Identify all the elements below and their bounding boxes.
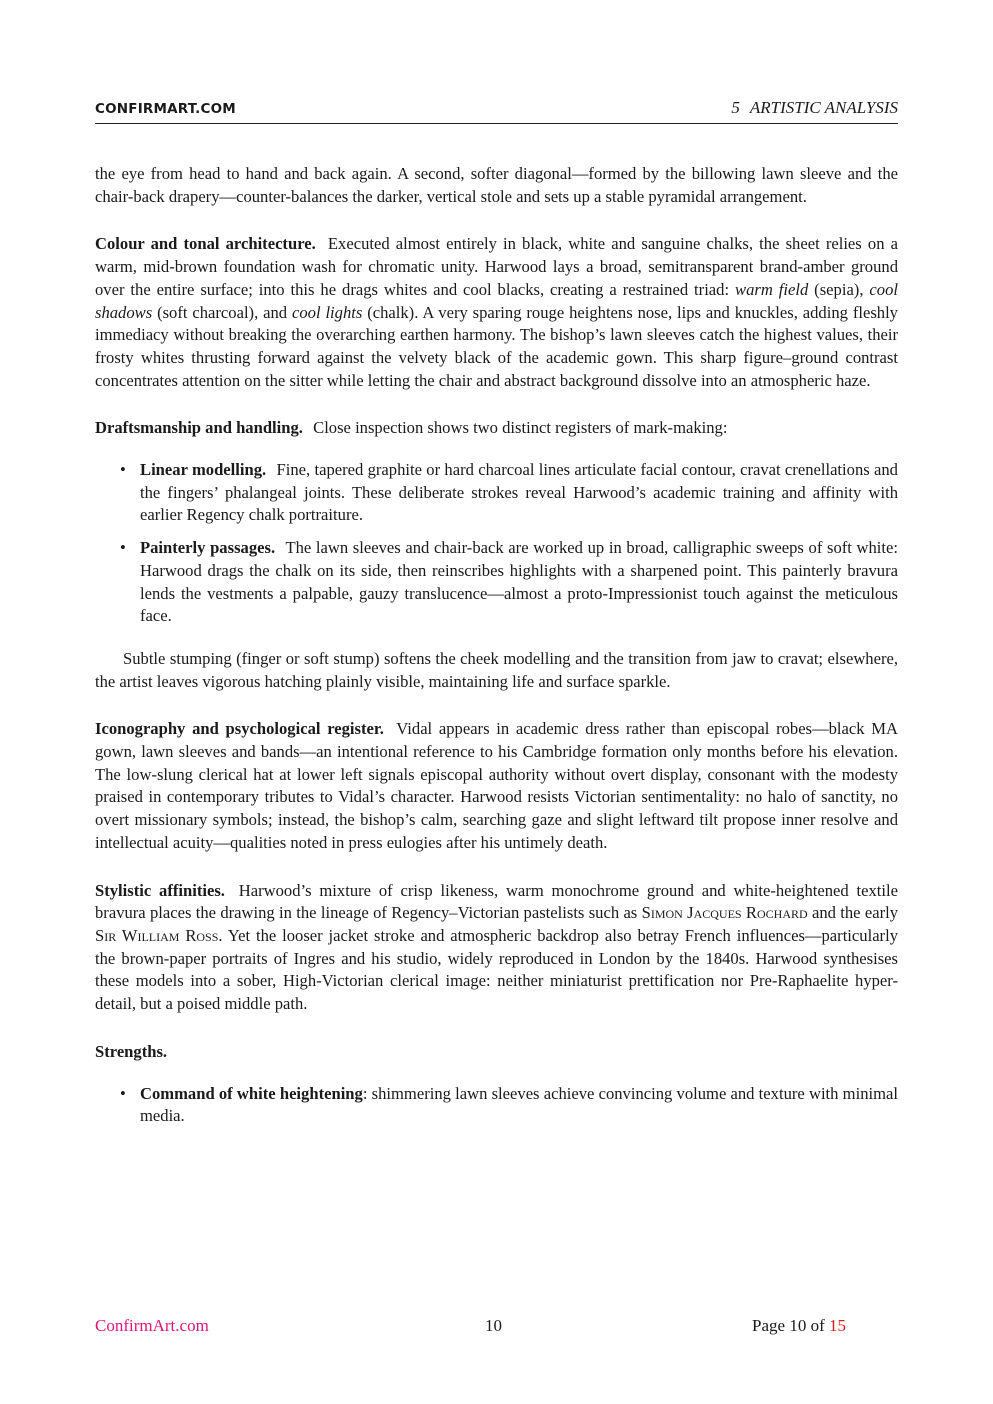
document-page (95, 0, 898, 1404)
strengths-heading: Strengths. (95, 1041, 168, 1061)
page-count-label: Page 10 of (752, 1316, 829, 1335)
stylistic-heading: Stylistic affinities. (95, 880, 225, 900)
iconography-heading: Iconography and psychological register. (95, 719, 384, 739)
list-item-title: Painterly passages. (140, 538, 276, 558)
list-item-text: : shimmering lawn sleeves achieve convincing volume and texture with minimal media. (140, 1083, 898, 1126)
colour-heading: Colour and tonal architecture. (95, 234, 316, 254)
colour-em-cool-lights: cool lights (291, 302, 363, 322)
list-item-text: Fine, tapered graphite or hard charcoal lines articulate facial contour, cravat crenellations and the fingers’ phalangeal joints. These deliberate strokes reveal Harwood’s academic training and affinity with earlier Regency chalk portraiture. (140, 460, 898, 525)
bullet-icon: • (120, 460, 126, 480)
footer-page-number: 10 (485, 1316, 502, 1335)
draftsmanship-paragraph (95, 417, 898, 440)
footer-site-link[interactable]: ConfirmArt.com (95, 1316, 209, 1335)
draftsmanship-text: Close inspection shows two distinct registers of mark-making: (313, 418, 728, 438)
section-number: 5 (731, 98, 740, 117)
draftsmanship-heading: Draftsmanship and handling. (95, 418, 303, 438)
section-title-text: ARTISTIC ANALYSIS (749, 98, 898, 117)
page-footer (95, 1316, 898, 1338)
stylistic-text-2: and the early (807, 903, 898, 923)
strengths-list (95, 1083, 898, 1128)
colour-em-warm-field: warm field (735, 279, 809, 299)
intro-paragraph: the eye from head to hand and back again. A second, softer diagonal—formed by the billowing lawn sleeve and the chair-back drapery—counter-balances the darker, vertical stole and sets up a stable pyramidal arrangement. (95, 164, 898, 206)
colour-text-2: (sepia), (808, 279, 870, 299)
artist-name-ross: Sir William Ross (95, 925, 219, 945)
iconography-text: Vidal appears in academic dress rather than episcopal robes—black MA gown, lawn sleeves and bands—an intentional reference to his Cambridge formation only months before his elevation. The low-slung clerical hat at lower left signals episcopal authority without overt display, consonant with the modesty praised in contemporary tributes to Vidal’s character. Harwood resists Victorian sentimentality: no halo of sanctity, no overt missionary symbols; instead, the bishop’s calm, searching gaze and slight leftward tilt propose inner resolve and intellectual acuity—qualities noted in press eulogies after his untimely death. (95, 719, 898, 852)
page-body (95, 163, 898, 1148)
list-item-title: Linear modelling. (140, 460, 267, 480)
stumping-paragraph: Subtle stumping (finger or soft stump) softens the cheek modelling and the transition from jaw to cravat; elsewhere, the artist leaves vigorous hatching plainly visible, maintaining life and surface sparkle. (95, 648, 898, 691)
colour-text-3: (soft charcoal), and (152, 302, 292, 322)
list-item (120, 459, 898, 527)
page-total-link[interactable]: 15 (829, 1316, 846, 1335)
list-item-text: The lawn sleeves and chair-back are worked up in broad, calligraphic sweeps of soft white: Harwood drags the chalk on its side, then reinscribes highlights with a sharpened point. This painterly bravura lends the vestments a palpable, gauzy translucence—almost a proto-Impressionist touch against the meticulous face. (140, 538, 899, 626)
colour-paragraph (95, 233, 898, 392)
colour-text-1: Executed almost entirely in black, white and sanguine chalks, the sheet relies on a warm, mid-brown foundation wash for chromatic unity. Harwood lays a broad, semitransparent brand-amber ground over the entire surface; into this he drags whites and cool blacks, creating a restrained triad: (95, 234, 898, 299)
bullet-icon: • (120, 538, 126, 558)
strengths-paragraph (95, 1041, 898, 1064)
running-section-title (731, 98, 898, 118)
iconography-paragraph (95, 718, 898, 854)
page-header (95, 97, 898, 124)
artist-name-rochard: Simon Jacques Rochard (641, 903, 808, 923)
list-item-title: Command of white heightening (140, 1083, 363, 1103)
stylistic-text-3: . Yet the looser jacket stroke and atmospheric backdrop also betray French influences—particularly the brown-paper portraits of Ingres and his studio, widely reproduced in London by the 1840s. Harwood synthesises these models into a sober, High-Victorian clerical image: neither miniaturist prettification nor Pre-Raphaelite hyper-detail, but a poised middle path. (95, 925, 898, 1014)
footer-page-count (752, 1316, 846, 1336)
list-item (120, 537, 899, 628)
bullet-icon: • (120, 1083, 126, 1103)
colour-text-4: (chalk). A very sparing rouge heightens nose, lips and knuckles, adding fleshly immediacy without breaking the overarching earthen harmony. The bishop’s lawn sleeves catch the highest values, their frosty whites thrusting forward against the velvety black of the academic gown. This sharp figure–ground contrast concentrates attention on the sitter while letting the chair and abstract background dissolve into an atmospheric haze. (95, 302, 898, 390)
site-logo: CONFIRMART.COM (95, 101, 236, 117)
draftsmanship-list (95, 459, 898, 628)
list-item (120, 1083, 898, 1128)
stylistic-text-1: Harwood’s mixture of crisp likeness, warm monochrome ground and white-heightened textile bravura places the drawing in the lineage of Regency–Victorian pastelists such as (95, 880, 898, 923)
stylistic-paragraph (95, 880, 898, 1016)
colour-em-cool-shadows: cool shadows (95, 279, 898, 322)
